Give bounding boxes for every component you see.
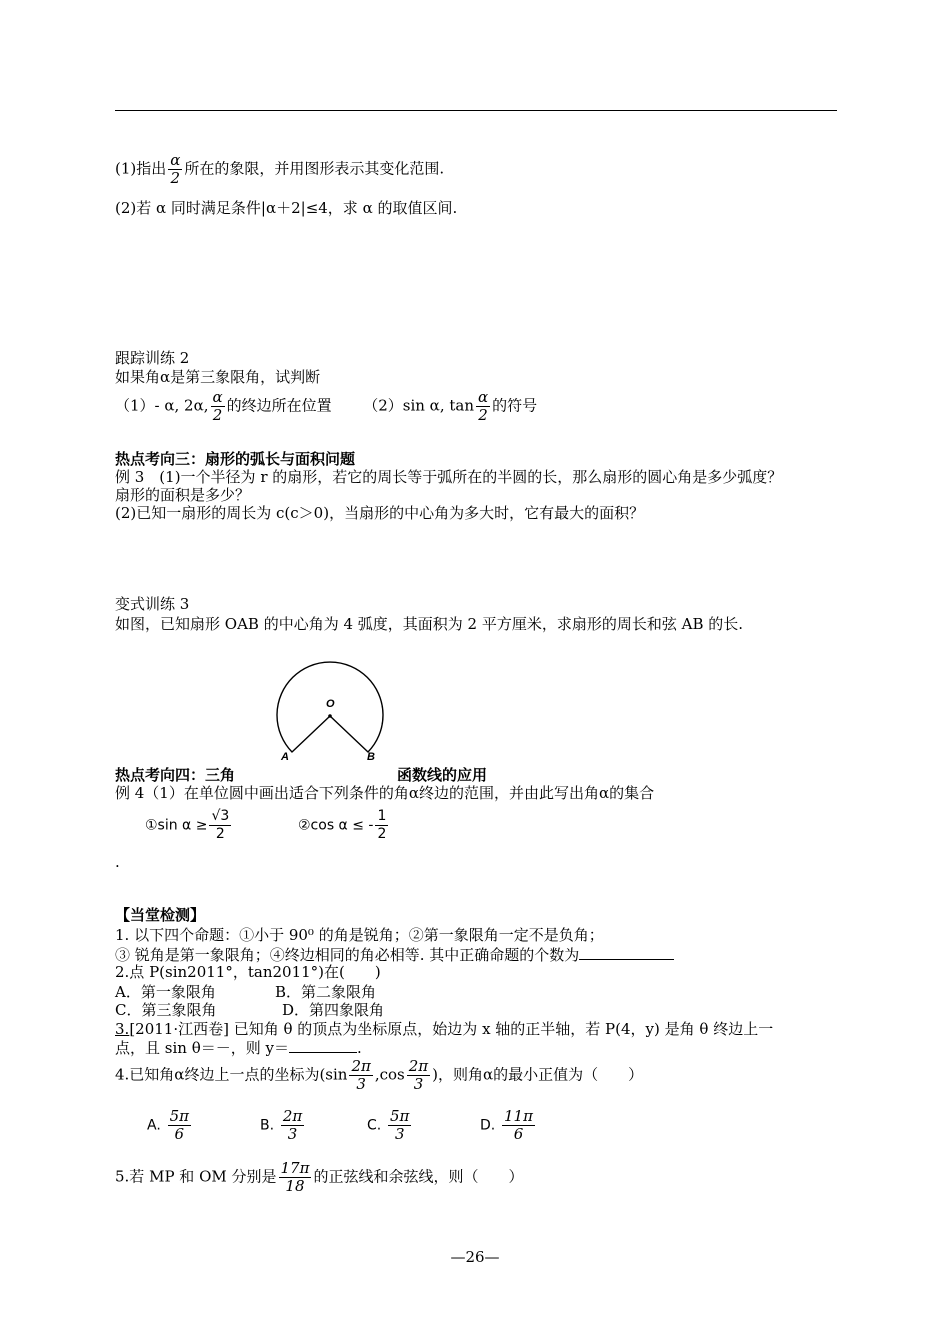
check-q4: 4.已知角α终边上一点的坐标为(sin $\frac{2\pi}{3}$ ,cos $\frac{2\pi}{3}$ )，则角α的最小正值为（ ）: [115, 1057, 644, 1093]
check-q4-option-d: D. $\frac{11\pi}{6}$: [480, 1107, 533, 1143]
section3-heading: 热点考向三：扇形的弧长与面积问题: [115, 450, 356, 468]
check-q2-option-b: B．第二象限角: [275, 983, 377, 1001]
label-b: B: [367, 751, 375, 763]
check-q5: 5.若 MP 和 OM 分别是 $\frac{17\pi}{18}$ 的正弦线和余弦线，则（ ）: [115, 1159, 524, 1195]
example4-cond2: ②cos α ≤ - $\frac{1}{2}$: [298, 808, 387, 842]
label-a: A: [281, 751, 289, 763]
example3-line3: (2)已知一扇形的周长为 c(c＞0)，当扇形的中心角为多大时，它有最大的面积？: [115, 504, 645, 522]
answer-blank-q1: [579, 945, 674, 960]
answer-blank-q3: [289, 1038, 357, 1053]
check-q3-line2: 点，且 sin θ＝－，则 y＝ .: [115, 1039, 362, 1057]
example4-cond1: ①sin α ≥ $\frac{√3}{2}$: [145, 808, 230, 842]
check-q1-line1: 1. 以下四个命题：①小于 90⁰ 的角是锐角；②第一象限角一定不是负角；: [115, 926, 604, 944]
sector-figure: [272, 645, 390, 767]
example4-dot: .: [115, 853, 120, 871]
section4-heading-b: 函数线的应用: [397, 766, 488, 784]
label-o: O: [326, 698, 335, 710]
variant3-line1: 如图，已知扇形 OAB 的中心角为 4 弧度，其面积为 2 平方厘米，求扇形的周长和弦 AB 的长.: [115, 615, 744, 633]
example3-line2: 扇形的面积是多少？: [115, 486, 251, 504]
example3-line1: 例 3 (1)一个半径为 r 的扇形，若它的周长等于弧所在的半圆的长，那么扇形的圆心角是多少弧度？: [115, 468, 783, 486]
page-number: —26—: [450, 1248, 500, 1266]
check-q2-option-a: A．第一象限角: [115, 983, 216, 1001]
track2-parts: （1）- α, 2α, $\frac{\alpha}{2}$ 的终边所在位置 （2）sin α, tan $\frac{\alpha}{2}$ 的符号: [115, 388, 538, 424]
check-q4-option-a: A. $\frac{5\pi}{6}$: [147, 1107, 189, 1143]
check-q2-option-d: D．第四象限角: [282, 1001, 385, 1019]
track2-line1: 如果角α是第三象限角，试判断: [115, 368, 321, 386]
section4-heading-a: 热点考向四：三角: [115, 766, 236, 784]
example4-line1: 例 4（1）在单位圆中画出适合下列条件的角α终边的范围，并由此写出角α的集合: [115, 784, 655, 802]
check-q1-line2: ③ 锐角是第一象限角；④终边相同的角必相等. 其中正确命题的个数为: [115, 945, 674, 965]
check-q2-line1: 2.点 P(sin2011°，tan2011°)在( ): [115, 963, 381, 981]
check-q3-line1: 3.[2011·江西卷] 已知角 θ 的顶点为坐标原点，始边为 x 轴的正半轴，若 P(4，y) 是角 θ 终边上一: [115, 1020, 774, 1038]
example2-q1: (1)指出 $\frac{\alpha}{2}$ 所在的象限，并用图形表示其变化范围.: [115, 151, 445, 187]
fraction-alpha-over-2: $\frac{\alpha}{2}$: [170, 151, 181, 187]
check-q2-option-c: C．第三象限角: [115, 1001, 217, 1019]
check-q4-option-b: B. $\frac{2\pi}{3}$: [260, 1107, 303, 1143]
example2-q2: (2)若 α 同时满足条件|α＋2|≤4，求 α 的取值区间.: [115, 199, 458, 217]
check-q4-option-c: C. $\frac{5\pi}{3}$: [367, 1107, 410, 1143]
variant3-title: 变式训练 3: [115, 595, 190, 613]
track2-title: 跟踪训练 2: [115, 349, 190, 367]
check-heading: 【当堂检测】: [115, 906, 206, 924]
header-rule: [115, 110, 837, 111]
